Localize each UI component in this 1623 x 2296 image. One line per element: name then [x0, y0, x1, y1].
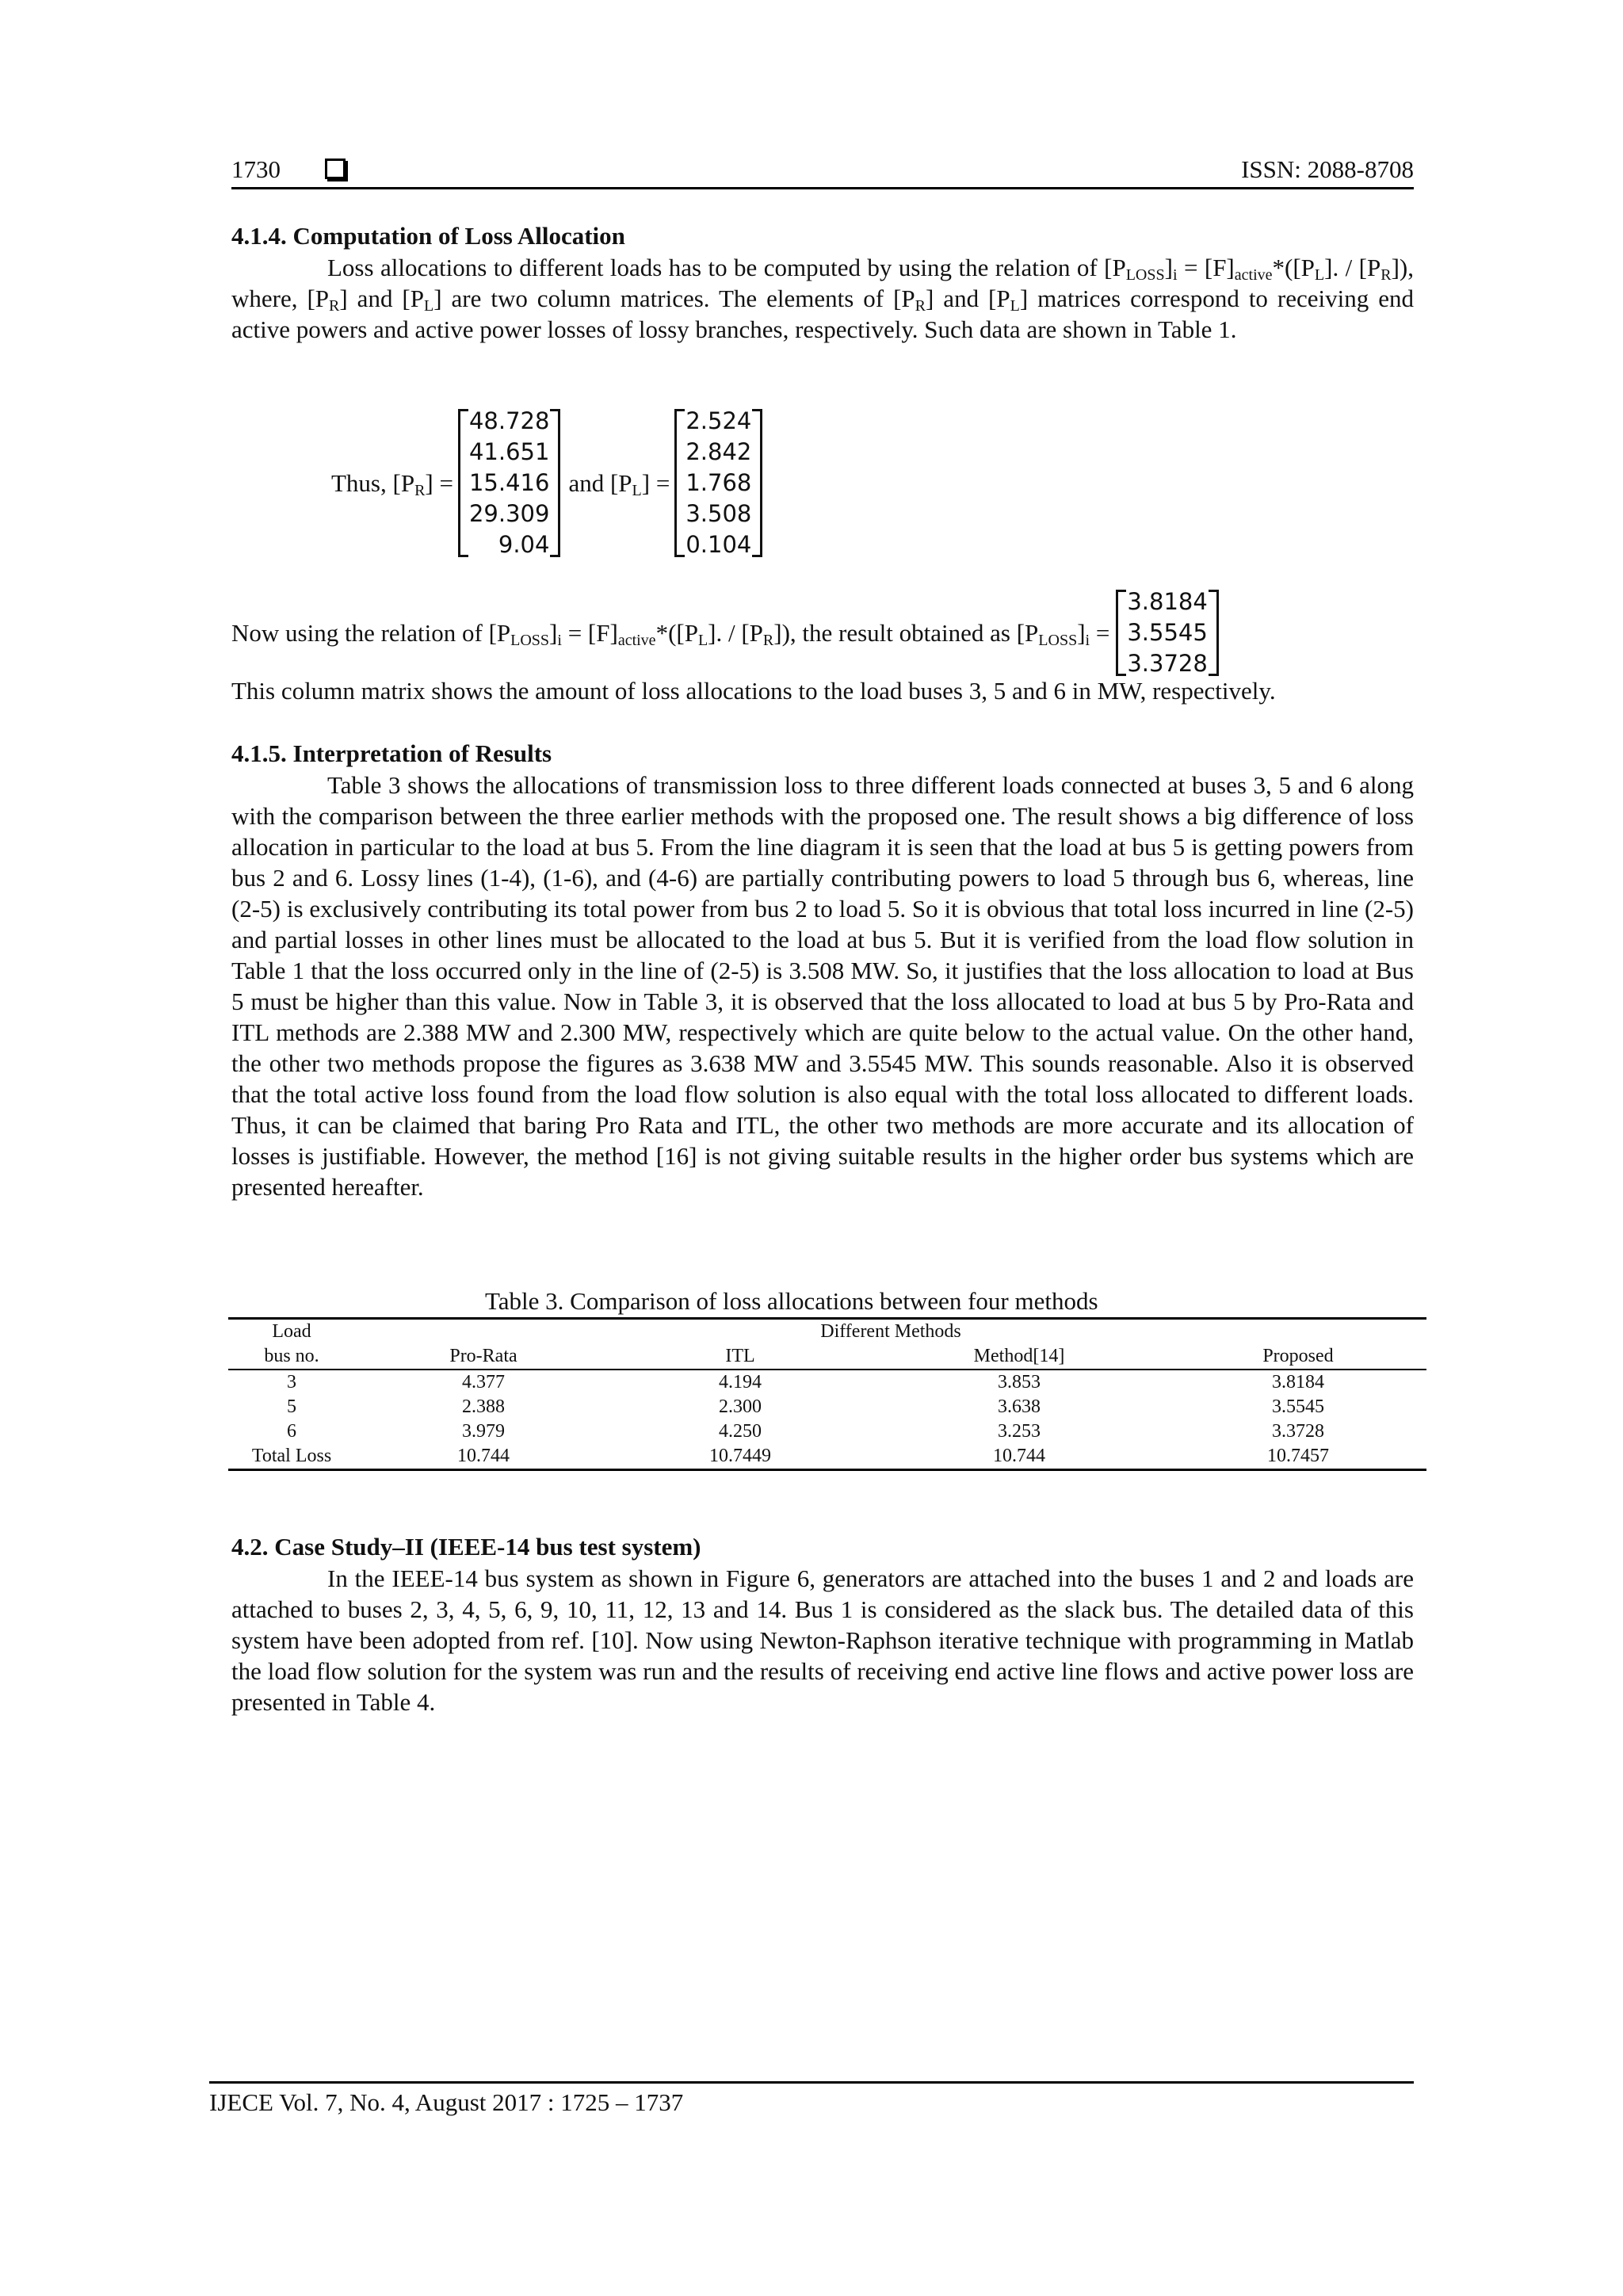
- table-row: [228, 1419, 1426, 1444]
- matrix-element: 48.728: [468, 407, 550, 434]
- matrix-element: 9.04: [498, 531, 550, 558]
- matrix-element: 2.842: [685, 438, 752, 465]
- page-footer: IJECE Vol. 7, No. 4, August 2017 : 1725 – 1737: [209, 2081, 1414, 2117]
- matrix-element: 41.651: [468, 438, 550, 465]
- paragraph-interpretation: Table 3 shows the allocations of transmission loss to three different loads connected at buses 3, 5 and 6 along with the comparison between the three earlier methods with the proposed one. The result shows a big difference of loss allocation in particular to the load at bus 5. From the line diagram it is seen that the load at bus 5 is getting powers from bus 2 and 6. Lossy lines (1-4), (1-6), and (4-6) are partially contributing powers to load 5 through bus 6, whereas, line (2-5) is exclusively contributing its total power from bus 2 to load 5. So it is obvious that total loss incurred in line (2-5) and partial losses in other lines must be allocated to the load at bus 5. But it is verified from the load flow solution in Table 1 that the loss occurred only in the line of (2-5) is 3.508 MW. So, it justifies that the loss allocation to load at Bus 5 must be higher than this value. Now in Table 3, it is observed that the loss allocated to load at bus 5 by Pro-Rata and ITL methods are 2.388 MW and 2.300 MW, respectively which are quite below to the actual value. On the other hand, the other two methods propose the figures as 3.638 MW and 3.5545 MW. This sounds reasonable. Also it is observed that the total active loss found from the load flow solution is also equal with the total loss allocated to different loads. Thus, it can be claimed that baring Pro Rata and ITL, the other two methods are more accurate and its allocation of losses is justifiable. However, the method [16] is not giving suitable results in the higher order bus systems which are presented hereafter.: [231, 771, 1414, 1201]
- loss-allocation-table: [228, 1317, 1426, 1471]
- table-head-row-2: [228, 1344, 1426, 1370]
- table-cell: 3: [287, 1372, 296, 1392]
- table-cell: 10.7449: [709, 1446, 771, 1466]
- table-cell: 10.744: [457, 1446, 510, 1466]
- col-head-load: Load: [272, 1321, 311, 1342]
- matrix-equation-ploss: [231, 586, 1219, 679]
- table-cell: 3.3728: [1272, 1421, 1324, 1442]
- matrix-element: 1.768: [685, 469, 752, 496]
- table-cell: 3.638: [998, 1396, 1041, 1417]
- column-matrix-note: This column matrix shows the amount of loss allocations to the load buses 3, 5 and 6 in MW, respectively.: [231, 677, 1276, 705]
- matrix-pr: [458, 406, 560, 560]
- matrix-element: 3.5545: [1127, 619, 1208, 646]
- table-cell: 10.744: [993, 1446, 1045, 1466]
- table-row-total: [228, 1444, 1426, 1470]
- issn: ISSN: 2088-8708: [1241, 155, 1414, 183]
- table-cell: 3.853: [998, 1372, 1041, 1392]
- table-cell: 4.377: [462, 1372, 505, 1392]
- table-cell: 10.7457: [1267, 1446, 1329, 1466]
- matrix-ploss: [1116, 586, 1218, 679]
- matrix-equation-pr-pl: [331, 406, 762, 560]
- paragraph-case-study-2: In the IEEE-14 bus system as shown in Figure 6, generators are attached into the buses 1 and 2 and loads are attached to buses 2, 3, 4, 5, 6, 9, 10, 11, 12, 13 and 14. Bus 1 is considered as the slack bus. The detailed data of this system have been adopted from ref. [10]. Now using Newton-Raphson iterative technique with programming in Matlab the load flow solution for the system was run and the results of receiving end active line flows and active power loss are presented in Table 4.: [231, 1564, 1414, 1716]
- table-cell: 2.300: [719, 1396, 762, 1417]
- square-box-icon: [325, 159, 346, 179]
- section-heading-4-2: 4.2. Case Study–II (IEEE-14 bus test system): [231, 1533, 701, 1561]
- and-label: and $[P_L]$ =: [568, 468, 670, 499]
- table-cell: 2.388: [462, 1396, 505, 1417]
- table-cell: 3.253: [998, 1421, 1041, 1442]
- matrix-pl: [674, 406, 762, 560]
- col-head-busno: bus no.: [228, 1344, 355, 1370]
- table-row: [228, 1370, 1426, 1395]
- matrix-element: 3.3728: [1127, 650, 1208, 677]
- table-cell: 4.194: [719, 1372, 762, 1392]
- thus-label: Thus, $[P_R]$ =: [331, 468, 453, 499]
- col-head-pro-rata: Pro-Rata: [355, 1344, 612, 1370]
- col-head-method14: Method[14]: [869, 1344, 1170, 1370]
- table-cell: 4.250: [719, 1421, 762, 1442]
- matrix-element: 3.8184: [1127, 588, 1208, 615]
- page-header: [231, 155, 1414, 189]
- paragraph-loss-allocation: Loss allocations to different loads has to be computed by using the relation of $[P_{LOSS}]_i = [F]_{active}*([P_L]$. / $[P_R]$), where, $[P_R]$ and $[P_L]$ are two column matrices. The elements of $[P_R]$ and $[P_L]$ matrices correspond to receiving end active powers and active power losses of lossy branches, respectively. Such data are shown in Table 1.: [231, 254, 1414, 343]
- table-cell: 3.5545: [1272, 1396, 1324, 1417]
- table-cell: Total Loss: [251, 1446, 332, 1466]
- now-using-text: Now using the relation of $[P_{LOSS}]_i = [F]_{active}*([P_L]$. / $[P_R]$), the result obtained as $[P_{LOSS}]_i$ =: [231, 618, 1110, 649]
- col-head-proposed: Proposed: [1170, 1344, 1426, 1370]
- col-head-itl: ITL: [612, 1344, 869, 1370]
- table-head-row-1: [228, 1319, 1426, 1345]
- matrix-element: 3.508: [685, 500, 752, 527]
- section-heading-4-1-4: 4.1.4. Computation of Loss Allocation: [231, 222, 625, 250]
- table-cell: 3.979: [462, 1421, 505, 1442]
- matrix-element: 29.309: [468, 500, 550, 527]
- matrix-element: 2.524: [685, 407, 752, 434]
- page-number: 1730: [231, 155, 281, 183]
- table-row: [228, 1395, 1426, 1419]
- table-caption: Table 3. Comparison of loss allocations between four methods: [485, 1287, 1098, 1315]
- table-cell: 5: [287, 1396, 296, 1417]
- section-heading-4-1-5: 4.1.5. Interpretation of Results: [231, 739, 552, 767]
- matrix-element: 0.104: [685, 531, 752, 558]
- table-cell: 3.8184: [1272, 1372, 1324, 1392]
- table-cell: 6: [287, 1421, 296, 1442]
- col-head-methods: Different Methods: [820, 1321, 961, 1342]
- matrix-element: 15.416: [468, 469, 550, 496]
